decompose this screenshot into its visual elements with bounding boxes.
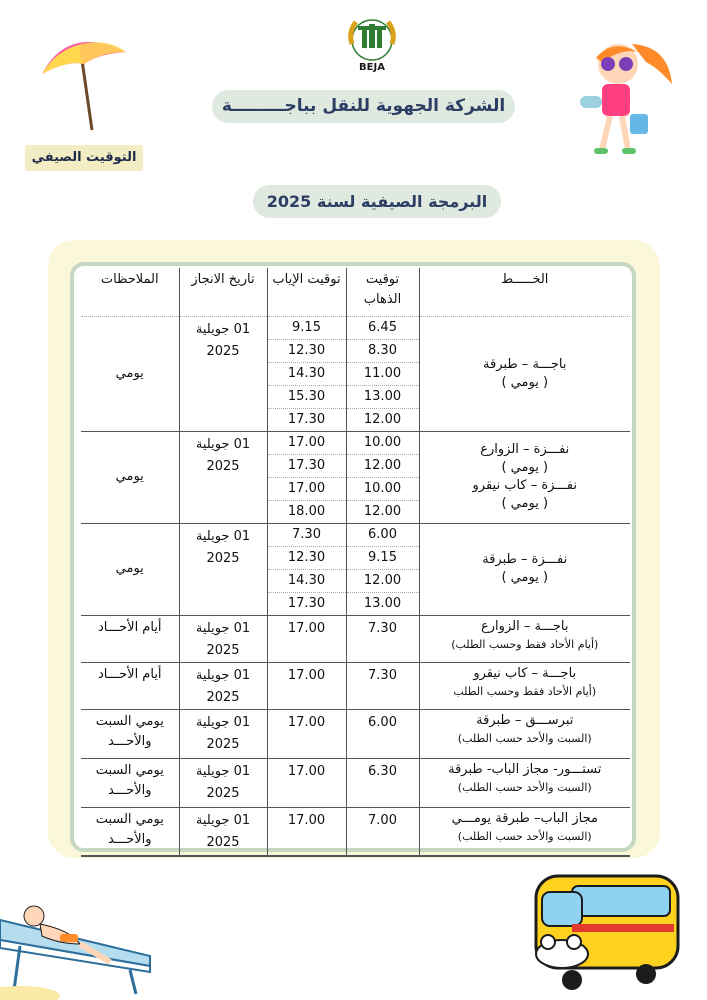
notes-text: يومي السبت والأحـــد — [95, 762, 164, 798]
notes-text: أيام الأحـــاد — [97, 619, 162, 635]
return-time: 12.30 — [267, 546, 346, 569]
route-frequency: (السبت والأحد حسب الطلب) — [457, 780, 592, 794]
return-time: 7.30 — [267, 523, 346, 546]
header-date: تاريخ الانجاز — [179, 268, 267, 316]
return-time: 9.15 — [267, 316, 346, 339]
svg-text:BEJA: BEJA — [359, 62, 385, 73]
return-time: 17.00 — [267, 709, 346, 758]
route-cell — [419, 431, 630, 523]
route-name: تبرســـق – طبرقة — [476, 712, 574, 728]
return-time: 17.00 — [267, 615, 346, 662]
departure-time: 7.00 — [346, 807, 419, 856]
date-cell — [179, 662, 267, 709]
return-time: 17.30 — [267, 408, 346, 431]
departure-time: 12.00 — [346, 454, 419, 477]
notes-cell: يومي — [81, 523, 179, 615]
implementation-date: 01 جويلية 2025 — [195, 763, 251, 801]
return-time: 17.00 — [267, 431, 346, 454]
notes-text: يومي السبت والأحـــد — [95, 811, 164, 847]
departure-time: 12.00 — [346, 408, 419, 431]
return-time: 17.30 — [267, 454, 346, 477]
notes-cell — [81, 662, 179, 709]
route-name: نفـــزة – طبرقة — [482, 552, 568, 567]
school-bus-illustration — [522, 868, 684, 992]
return-time: 14.30 — [267, 362, 346, 385]
departure-time: 13.00 — [346, 385, 419, 408]
route-frequency: (أيام الأحاد فقط وحسب الطلب) — [451, 637, 599, 651]
summer-schedule-tag: التوقيت الصيفي — [25, 145, 143, 171]
date-cell — [179, 523, 267, 615]
implementation-date: 01 جويلية 2025 — [195, 714, 251, 752]
table-row — [81, 316, 630, 339]
route-frequency: ( يومي ) — [501, 374, 549, 390]
header-line: الخـــــط — [419, 268, 630, 316]
date-cell — [179, 709, 267, 758]
route-cell — [419, 758, 630, 807]
table-row — [81, 807, 630, 856]
return-time: 17.00 — [267, 758, 346, 807]
route-name: باجـــة – كاب نيقرو — [473, 665, 577, 681]
program-title-banner: البرمجة الصيفية لسنة 2025 — [253, 185, 501, 218]
route-name: باجـــة – طبرقة — [483, 356, 567, 372]
header-return: توقيت الإياب — [267, 268, 346, 316]
departure-time: 13.00 — [346, 592, 419, 615]
departure-time: 7.30 — [346, 662, 419, 709]
departure-time: 6.00 — [346, 709, 419, 758]
departure-time: 7.30 — [346, 615, 419, 662]
return-time: 17.00 — [267, 662, 346, 709]
departure-time: 12.00 — [346, 500, 419, 523]
header-notes: الملاحظات — [81, 268, 179, 316]
schedule-table-frame — [70, 262, 636, 852]
route-name: نفـــزة – الزوارع — [480, 442, 570, 457]
route-frequency: ( يومي ) — [501, 570, 549, 585]
implementation-date: 01 جويلية 2025 — [195, 667, 251, 705]
return-time: 18.00 — [267, 500, 346, 523]
table-row — [81, 709, 630, 758]
date-cell — [179, 807, 267, 856]
route-frequency: ( يومي ) — [501, 460, 549, 475]
date-cell — [179, 316, 267, 431]
return-time: 17.00 — [267, 477, 346, 500]
implementation-date: 01 جويلية 2025 — [195, 812, 251, 850]
header-departure: توقيت الذهاب — [346, 268, 419, 316]
implementation-date: 01 جويلية 2025 — [195, 528, 251, 566]
return-time: 17.30 — [267, 592, 346, 615]
route-frequency: (أيام الأحاد فقط وحسب الطلب — [453, 684, 597, 698]
table-row — [81, 758, 630, 807]
table-row — [81, 431, 630, 454]
date-cell — [179, 758, 267, 807]
route-cell — [419, 709, 630, 758]
implementation-date: 01 جويلية 2025 — [195, 436, 251, 474]
company-logo — [338, 14, 406, 76]
table-row — [81, 523, 630, 546]
notes-cell — [81, 807, 179, 856]
route-name: تستـــور- مجاز الباب- طبرقة — [448, 761, 602, 777]
notes-cell: يومي — [81, 316, 179, 431]
departure-time: 10.00 — [346, 431, 419, 454]
notes-cell — [81, 615, 179, 662]
route-name: باجـــة – الزوارع — [481, 618, 569, 634]
table-header-row — [81, 268, 630, 316]
departure-time: 10.00 — [346, 477, 419, 500]
route-frequency: (السبت والأحد حسب الطلب) — [457, 829, 592, 843]
table-row — [81, 662, 630, 709]
route-frequency: (السبت والأحد حسب الطلب) — [457, 731, 592, 745]
sunbather-illustration — [0, 900, 160, 1000]
implementation-date: 01 جويلية 2025 — [195, 620, 251, 658]
departure-time: 8.30 — [346, 339, 419, 362]
route-cell — [419, 316, 630, 431]
date-cell — [179, 431, 267, 523]
route-name: مجاز الباب– طبرقة يومـــي — [451, 810, 598, 826]
route-name: نفـــزة – كاب نيقرو — [472, 478, 577, 493]
route-cell — [419, 662, 630, 709]
route-cell — [419, 615, 630, 662]
return-time: 15.30 — [267, 385, 346, 408]
departure-time: 6.30 — [346, 758, 419, 807]
departure-time: 6.45 — [346, 316, 419, 339]
girl-with-sunglasses-illustration — [572, 38, 676, 160]
implementation-date: 01 جويلية 2025 — [195, 321, 251, 359]
route-cell — [419, 523, 630, 615]
departure-time: 11.00 — [346, 362, 419, 385]
notes-text: أيام الأحـــاد — [97, 666, 162, 682]
schedule-table — [81, 268, 630, 857]
departure-time: 12.00 — [346, 569, 419, 592]
date-cell — [179, 615, 267, 662]
table-row — [81, 615, 630, 662]
return-time: 14.30 — [267, 569, 346, 592]
return-time: 17.00 — [267, 807, 346, 856]
notes-cell — [81, 709, 179, 758]
route-frequency: ( يومي ) — [501, 496, 549, 511]
departure-time: 6.00 — [346, 523, 419, 546]
notes-cell: يومي — [81, 431, 179, 523]
return-time: 12.30 — [267, 339, 346, 362]
beach-umbrella-illustration — [38, 30, 132, 134]
route-cell — [419, 807, 630, 856]
notes-text: يومي السبت والأحـــد — [95, 713, 164, 749]
company-name-banner: الشركة الجهوية للنقل بباجـــــــــة — [212, 90, 515, 123]
notes-cell — [81, 758, 179, 807]
departure-time: 9.15 — [346, 546, 419, 569]
